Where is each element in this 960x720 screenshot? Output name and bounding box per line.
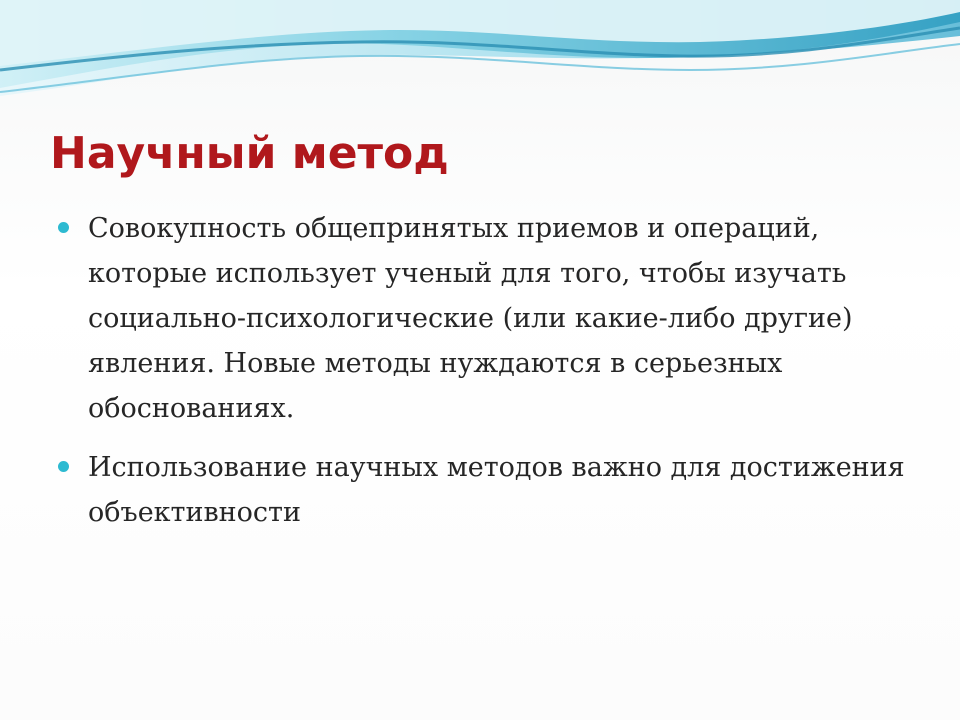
bullet-list xyxy=(58,206,908,549)
bullet-text: Совокупность общепринятых приемов и операций, которые использует ученый для того, чтобы изучать социально-психологические (или какие-либо другие) явления. Новые методы нуждаются в серьезных обоснованиях. xyxy=(88,213,853,424)
bullet-text: Использование научных методов важно для достижения объективности xyxy=(88,452,905,528)
bullet-item-1 xyxy=(58,206,908,431)
bullet-item-2 xyxy=(58,445,908,535)
slide-title: Научный метод xyxy=(50,128,449,179)
header-wave-decoration xyxy=(0,0,960,120)
bullet-dot-icon xyxy=(58,461,69,472)
bullet-dot-icon xyxy=(58,222,69,233)
